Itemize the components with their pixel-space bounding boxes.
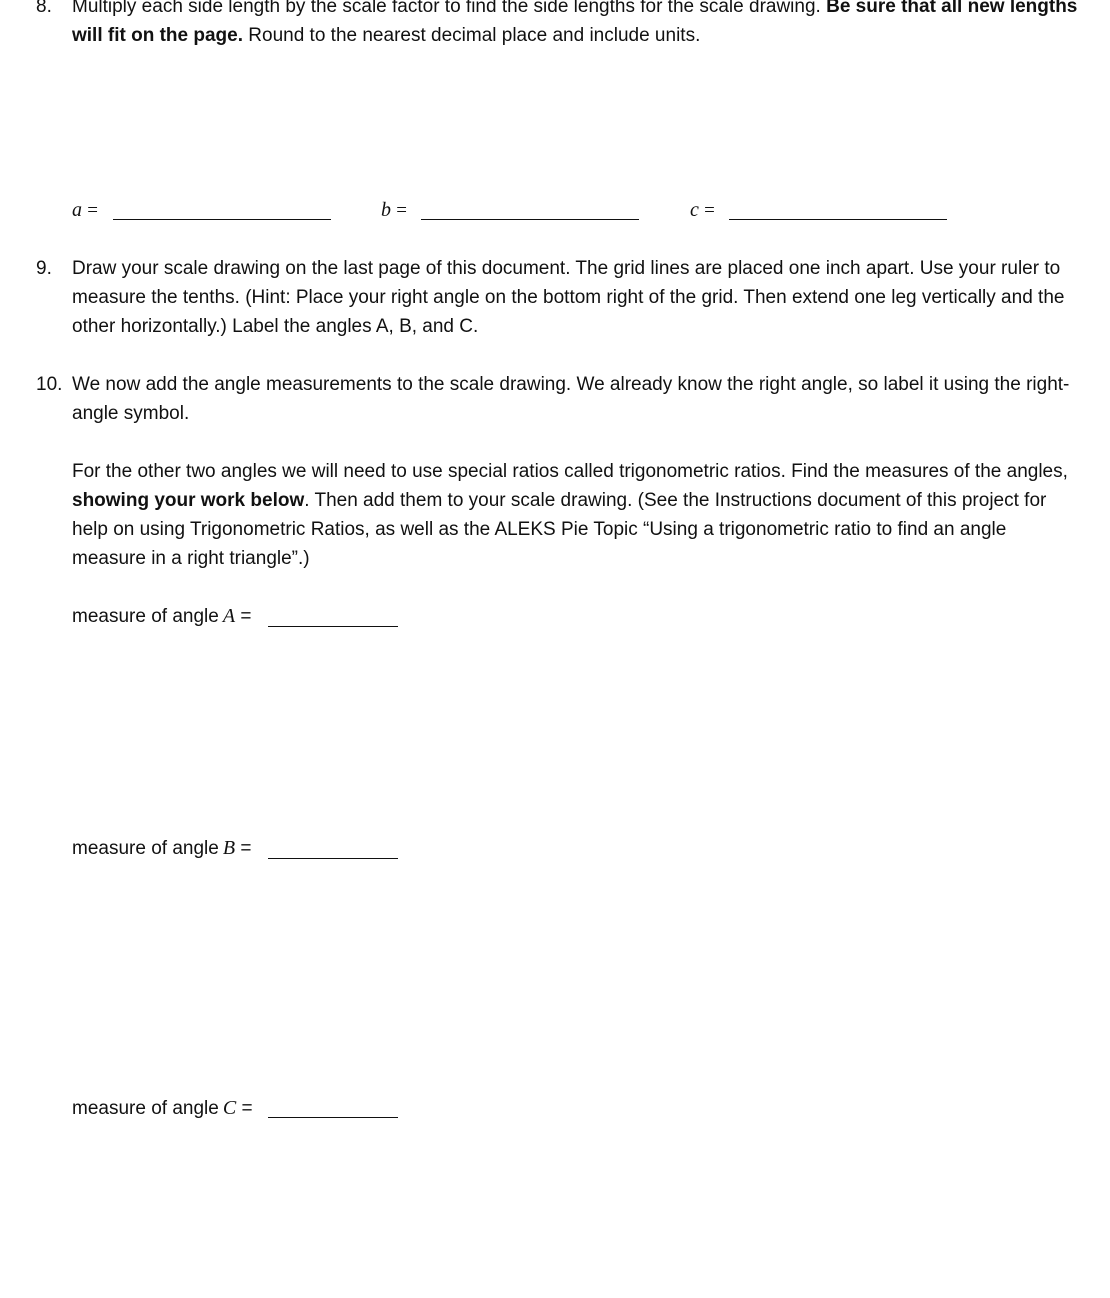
q8-instructions <box>72 0 1082 50</box>
q8-bold-text: Be sure that all new lengths will fit on the page. <box>72 0 1078 46</box>
angle-a-eq: = <box>240 606 252 627</box>
angle-c-field <box>72 1094 253 1123</box>
q10-paragraph-2 <box>72 457 1082 573</box>
angle-c-var: C <box>222 1097 237 1119</box>
angle-a-label: measure of angle <box>72 606 219 627</box>
angle-a-var: A <box>222 605 236 627</box>
q8-text-part2: Round to the nearest decimal place and include units. <box>243 25 701 46</box>
q10-instructions: We now add the angle measurements to the scale drawing. We already know the right angle, so label it using the right-angle symbol. <box>72 374 1070 424</box>
side-b-field <box>381 196 407 225</box>
angle-b-eq: = <box>240 838 252 859</box>
side-b-var: b <box>381 199 391 221</box>
q8-number: 8. <box>36 0 52 17</box>
q8-text-part1: Multiply each side length by the scale factor to find the side lengths for the scale drawing. <box>72 0 827 17</box>
side-c-blank[interactable] <box>729 219 947 220</box>
angle-a-blank[interactable] <box>268 626 398 627</box>
side-c-var: c <box>690 199 699 221</box>
side-c-field <box>690 196 715 225</box>
q10-p2-part1: For the other two angles we will need to use special ratios called trigonometric ratios. Find the measures of the angles, <box>72 461 1068 482</box>
q10-number: 10. <box>36 374 63 395</box>
angle-b-blank[interactable] <box>268 858 398 859</box>
angle-b-label: measure of angle <box>72 838 219 859</box>
side-a-var: a <box>72 199 82 221</box>
q9-instructions: Draw your scale drawing on the last page of this document. The grid lines are placed one inch apart. Use your ruler to measure the tenths. (Hint: Place your right angle on the bottom right of the grid. Then extend one leg vertically and the other horizontally.) Label the angles A, B, and C. <box>72 258 1065 337</box>
angle-a-field <box>72 602 251 631</box>
side-b-blank[interactable] <box>421 219 639 220</box>
q10-p2-part2: . Then add them to your scale drawing. (See the Instructions document of this project for help on using Trigonometric Ratios, as well as the ALEKS Pie Topic “Using a trigonometric ratio to find an angle measure in a right triangle”.) <box>72 490 1047 569</box>
angle-c-eq: = <box>241 1098 253 1119</box>
angle-b-field <box>72 834 251 863</box>
side-c-eq: = <box>704 200 715 221</box>
side-b-eq: = <box>396 200 407 221</box>
q9-number: 9. <box>36 258 52 279</box>
angle-c-label: measure of angle <box>72 1098 219 1119</box>
side-a-eq: = <box>87 200 98 221</box>
angle-c-blank[interactable] <box>268 1117 398 1118</box>
side-a-field <box>72 196 98 225</box>
side-a-blank[interactable] <box>113 219 331 220</box>
q10-p2-bold: showing your work below <box>72 490 305 511</box>
angle-b-var: B <box>222 837 236 859</box>
